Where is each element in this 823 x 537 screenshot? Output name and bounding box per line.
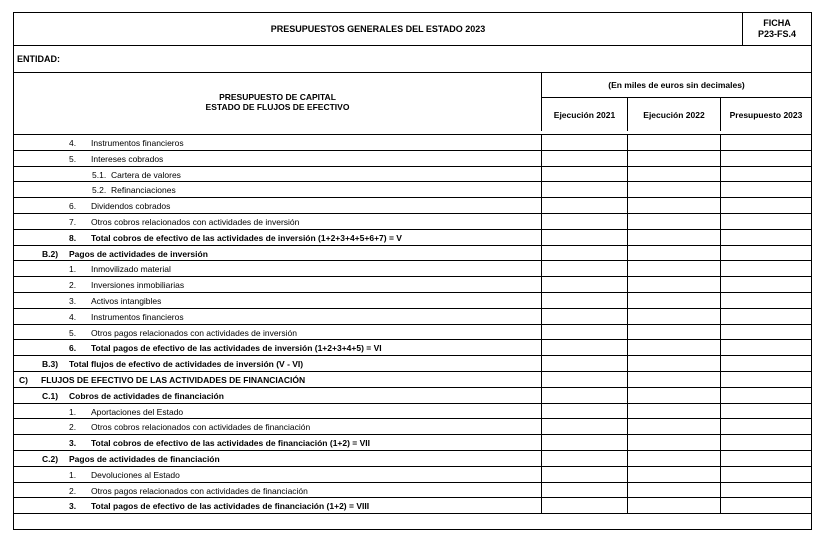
row-label-cell: [14, 372, 542, 387]
value-cell-2023[interactable]: [721, 435, 811, 450]
value-cell-2023[interactable]: [721, 261, 811, 276]
ficha-box: [743, 13, 811, 45]
table-row: [14, 483, 811, 499]
table-row: [14, 135, 811, 151]
value-cell-2023[interactable]: [721, 372, 811, 387]
table-row: [14, 388, 811, 404]
value-cell-2023[interactable]: [721, 451, 811, 466]
ficha-code: P23-FS.4: [757, 29, 797, 39]
row-number: C): [19, 374, 28, 385]
value-cell-2023[interactable]: [721, 325, 811, 340]
table-row: [14, 356, 811, 372]
table-row: [14, 309, 811, 325]
table-row: [14, 151, 811, 167]
value-cell-2023[interactable]: [721, 182, 811, 197]
section-title-line1: PRESUPUESTO DE CAPITAL: [219, 92, 336, 102]
row-label-cell: [14, 498, 542, 513]
table-row: [14, 451, 811, 467]
table-row: [14, 261, 811, 277]
row-label-cell: [14, 388, 542, 403]
value-cell-2023[interactable]: [721, 483, 811, 498]
value-cell-2023[interactable]: [721, 293, 811, 308]
column-header-ejecucion-2022: Ejecución 2022: [628, 98, 721, 131]
value-cell-2022[interactable]: [628, 498, 721, 513]
value-cell-2021[interactable]: [542, 451, 628, 466]
value-cell-2022[interactable]: [628, 261, 721, 276]
row-text: Total cobros de efectivo de las actividades de inversión (1+2+3+4+5+6+7) = V: [91, 232, 402, 243]
value-cell-2021[interactable]: [542, 435, 628, 450]
value-cell-2022[interactable]: [628, 451, 721, 466]
value-cell-2021[interactable]: [542, 309, 628, 324]
row-text: FLUJOS DE EFECTIVO DE LAS ACTIVIDADES DE FINANCIACIÓN: [41, 374, 306, 385]
row-number: B.2): [42, 248, 59, 259]
row-number: 1.: [69, 469, 77, 480]
row-number: C.1): [42, 390, 59, 401]
row-label-cell: [14, 182, 542, 197]
row-text: Cartera de valores: [111, 169, 181, 180]
row-number: C.2): [42, 453, 59, 464]
value-cell-2023[interactable]: [721, 356, 811, 371]
value-cell-2021[interactable]: [542, 246, 628, 261]
row-number: 5.: [69, 327, 77, 338]
row-label-cell: [14, 451, 542, 466]
row-label-cell: [14, 261, 542, 276]
value-cell-2021[interactable]: [542, 214, 628, 229]
value-cell-2022[interactable]: [628, 419, 721, 434]
value-cell-2023[interactable]: [721, 167, 811, 182]
table-row: [14, 467, 811, 483]
value-cell-2022[interactable]: [628, 246, 721, 261]
row-number: 5.1.: [92, 169, 107, 180]
value-cell-2021[interactable]: [542, 277, 628, 292]
row-number: 2.: [69, 485, 77, 496]
value-cell-2022[interactable]: [628, 230, 721, 245]
row-text: Aportaciones del Estado: [91, 406, 184, 417]
row-text: Pagos de actividades de inversión: [69, 248, 208, 259]
value-cell-2022[interactable]: [628, 325, 721, 340]
row-text: Total pagos de efectivo de las actividades de inversión (1+2+3+4+5) = VI: [91, 343, 382, 354]
table-row: [14, 277, 811, 293]
row-label-cell: [14, 309, 542, 324]
value-cell-2021[interactable]: [542, 340, 628, 355]
row-number: 3.: [69, 438, 77, 449]
row-number: 8.: [69, 232, 77, 243]
value-cell-2022[interactable]: [628, 404, 721, 419]
value-cell-2022[interactable]: [628, 467, 721, 482]
row-number: 3.: [69, 501, 77, 512]
table-row: [14, 182, 811, 198]
row-label-cell: [14, 467, 542, 482]
table-row: [14, 293, 811, 309]
row-text: Otros cobros relacionados con actividades de inversión: [91, 216, 300, 227]
table-row: [14, 325, 811, 341]
row-text: Otros pagos relacionados con actividades de inversión: [91, 327, 298, 338]
entidad-label: ENTIDAD:: [17, 54, 60, 64]
row-text: Inversiones inmobiliarias: [91, 280, 185, 291]
value-cell-2022[interactable]: [628, 277, 721, 292]
value-cell-2022[interactable]: [628, 214, 721, 229]
table-row: [14, 435, 811, 451]
row-number: 2.: [69, 422, 77, 433]
budget-form: [13, 12, 812, 530]
table-row: [14, 214, 811, 230]
value-cell-2021[interactable]: [542, 135, 628, 150]
row-text: Devoluciones al Estado: [91, 469, 180, 480]
value-cell-2023[interactable]: [721, 388, 811, 403]
value-cell-2022[interactable]: [628, 182, 721, 197]
value-cell-2023[interactable]: [721, 198, 811, 213]
row-label-cell: [14, 293, 542, 308]
form-header: [14, 13, 811, 46]
row-text: Cobros de actividades de financiación: [69, 390, 224, 401]
row-label-cell: [14, 246, 542, 261]
row-number: 5.2.: [92, 185, 107, 196]
value-cell-2022[interactable]: [628, 340, 721, 355]
row-label-cell: [14, 135, 542, 150]
value-cell-2021[interactable]: [542, 261, 628, 276]
value-cell-2023[interactable]: [721, 340, 811, 355]
row-label-cell: [14, 356, 542, 371]
row-number: 3.: [69, 295, 77, 306]
row-label-cell: [14, 214, 542, 229]
value-cell-2022[interactable]: [628, 435, 721, 450]
row-number: 4.: [69, 138, 77, 148]
row-label-cell: [14, 325, 542, 340]
table-row: [14, 419, 811, 435]
value-cell-2021[interactable]: [542, 483, 628, 498]
value-cell-2023[interactable]: [721, 419, 811, 434]
row-text: Otros pagos relacionados con actividades de financiación: [91, 485, 308, 496]
row-label-cell: [14, 435, 542, 450]
rows-container: [14, 135, 811, 514]
value-cell-2021[interactable]: [542, 467, 628, 482]
value-cell-2022[interactable]: [628, 135, 721, 150]
value-cell-2021[interactable]: [542, 356, 628, 371]
entidad-row: [14, 46, 811, 73]
column-header-presupuesto-2023: Presupuesto 2023: [729, 109, 803, 120]
row-number: 5.: [69, 153, 77, 164]
row-number: 7.: [69, 216, 77, 227]
value-cell-2022[interactable]: [628, 167, 721, 182]
value-cell-2021[interactable]: [542, 498, 628, 513]
value-cell-2023[interactable]: [721, 151, 811, 166]
row-label-cell: [14, 151, 542, 166]
ficha-label: FICHA: [763, 18, 791, 28]
table-row: [14, 340, 811, 356]
row-number: 2.: [69, 280, 77, 291]
row-text: Dividendos cobrados: [91, 201, 171, 212]
value-cell-2021[interactable]: [542, 372, 628, 387]
value-cell-2021[interactable]: [542, 182, 628, 197]
row-text: Pagos de actividades de financiación: [69, 453, 220, 464]
table-row: [14, 498, 811, 514]
row-label-cell: [14, 277, 542, 292]
row-label-cell: [14, 483, 542, 498]
row-text: Intereses cobrados: [91, 153, 164, 164]
section-title: [14, 73, 542, 131]
row-label-cell: [14, 167, 542, 182]
value-cell-2022[interactable]: [628, 293, 721, 308]
table-row: [14, 372, 811, 388]
value-cell-2023[interactable]: [721, 277, 811, 292]
value-cell-2023[interactable]: [721, 135, 811, 150]
row-text: Otros cobros relacionados con actividades de financiación: [91, 422, 311, 433]
value-cell-2022[interactable]: [628, 356, 721, 371]
form-title: PRESUPUESTOS GENERALES DEL ESTADO 2023: [14, 13, 743, 45]
value-cell-2021[interactable]: [542, 293, 628, 308]
row-text: Instrumentos financieros: [91, 138, 184, 148]
value-cell-2022[interactable]: [628, 151, 721, 166]
value-cell-2023[interactable]: [721, 309, 811, 324]
value-cell-2021[interactable]: [542, 404, 628, 419]
value-cell-2022[interactable]: [628, 388, 721, 403]
row-text: Refinanciaciones: [111, 185, 176, 196]
value-cell-2021[interactable]: [542, 325, 628, 340]
row-text: Instrumentos financieros: [91, 311, 184, 322]
value-cell-2023[interactable]: [721, 498, 811, 513]
row-label-cell: [14, 198, 542, 213]
value-cell-2021[interactable]: [542, 388, 628, 403]
section-header: [14, 73, 811, 135]
value-cell-2021[interactable]: [542, 151, 628, 166]
row-label-cell: [14, 419, 542, 434]
value-cell-2022[interactable]: [628, 483, 721, 498]
row-number: 6.: [69, 201, 77, 212]
value-cell-2021[interactable]: [542, 230, 628, 245]
row-number: 1.: [69, 406, 77, 417]
value-cell-2023[interactable]: [721, 467, 811, 482]
value-cell-2023[interactable]: [721, 246, 811, 261]
value-cell-2023[interactable]: [721, 214, 811, 229]
units-label: (En miles de euros sin decimales): [542, 73, 811, 98]
table-row: [14, 230, 811, 246]
row-number: B.3): [42, 359, 59, 370]
row-text: Activos intangibles: [91, 295, 162, 306]
value-cell-2021[interactable]: [542, 419, 628, 434]
value-cell-2022[interactable]: [628, 198, 721, 213]
value-cell-2021[interactable]: [542, 198, 628, 213]
table-row: [14, 246, 811, 262]
row-number: 6.: [69, 343, 77, 354]
value-cell-2021[interactable]: [542, 167, 628, 182]
row-label-cell: [14, 404, 542, 419]
value-cell-2023[interactable]: [721, 404, 811, 419]
row-number: 1.: [69, 264, 77, 275]
row-number: 4.: [69, 311, 77, 322]
column-header-ejecucion-2021: Ejecución 2021: [542, 98, 628, 131]
row-label-cell: [14, 340, 542, 355]
table-row: [14, 198, 811, 214]
table-row: [14, 167, 811, 183]
row-text: Inmovilizado material: [91, 264, 171, 275]
row-text: Total pagos de efectivo de las actividades de financiación (1+2) = VIII: [91, 501, 370, 512]
row-text: Total flujos de efectivo de actividades de inversión (V - VI): [69, 359, 304, 370]
table-row: [14, 404, 811, 420]
value-cell-2022[interactable]: [628, 309, 721, 324]
row-label-cell: [14, 230, 542, 245]
value-cell-2023[interactable]: [721, 230, 811, 245]
row-text: Total cobros de efectivo de las actividades de financiación (1+2) = VII: [91, 438, 371, 449]
value-cell-2022[interactable]: [628, 372, 721, 387]
section-title-line2: ESTADO DE FLUJOS DE EFECTIVO: [205, 102, 350, 112]
